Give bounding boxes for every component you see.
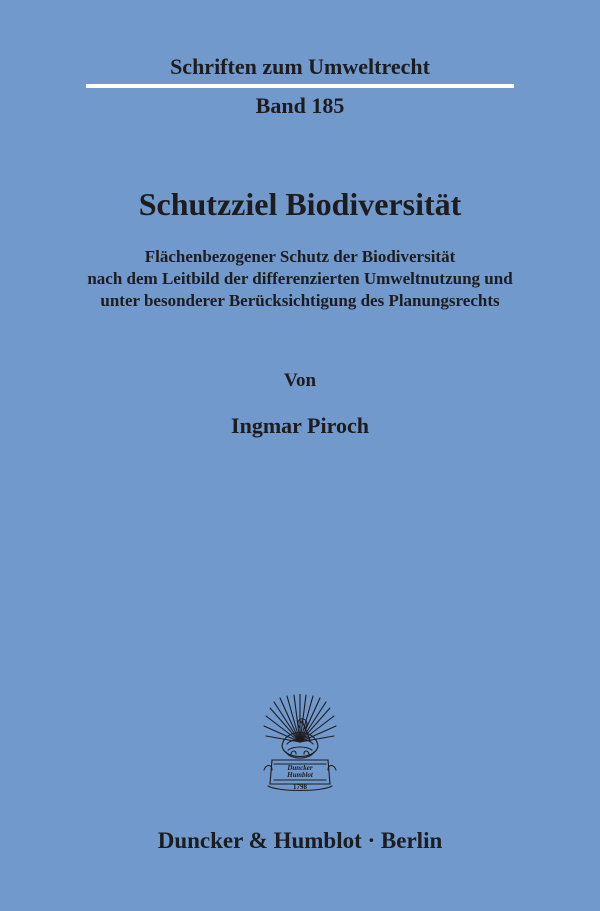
subtitle-line: Flächenbezogener Schutz der Biodiversität bbox=[144, 247, 456, 266]
book-subtitle bbox=[20, 246, 580, 312]
publisher-emblem-icon bbox=[258, 694, 342, 794]
series-volume: Band 185 bbox=[255, 93, 345, 118]
series-title: Schriften zum Umweltrecht bbox=[170, 54, 430, 79]
author-name: Ingmar Piroch bbox=[231, 413, 369, 438]
series-divider-rule bbox=[86, 84, 514, 88]
book-title: Schutzziel Biodiversität bbox=[138, 186, 462, 222]
by-label: Von bbox=[283, 370, 317, 391]
emblem-text: 1798 bbox=[293, 783, 307, 791]
subtitle-line: nach dem Leitbild der differenzierten Umweltnutzung und bbox=[87, 269, 513, 288]
emblem-text: Duncker bbox=[287, 764, 313, 772]
subtitle-line: unter besonderer Berücksichtigung des Planungsrechts bbox=[100, 291, 500, 310]
emblem-text: Humblot bbox=[287, 771, 313, 779]
publisher-imprint: Duncker & Humblot · Berlin bbox=[157, 828, 443, 853]
